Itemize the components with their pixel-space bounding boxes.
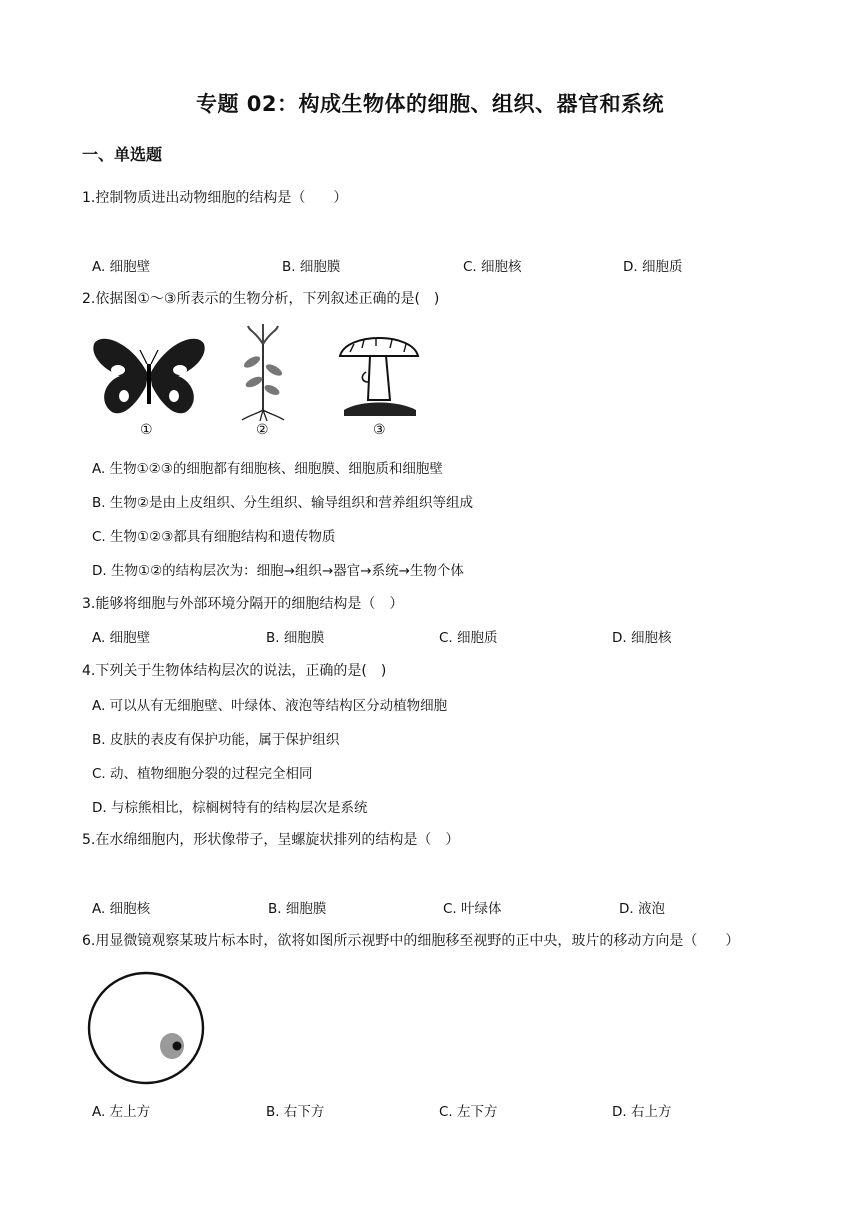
question-4-stem: 4.下列关于生物体结构层次的说法，正确的是( ) <box>82 663 387 679</box>
q4-option-d[interactable]: D. 与棕熊相比，棕榈树特有的结构层次是系统 <box>92 800 368 816</box>
q3-option-c[interactable]: C. 细胞质 <box>439 630 498 646</box>
q2-option-a[interactable]: A. 生物①②③的细胞都有细胞核、细胞膜、细胞质和细胞壁 <box>92 461 443 477</box>
q1-option-d[interactable]: D. 细胞质 <box>623 259 683 275</box>
q4-option-b[interactable]: B. 皮肤的表皮有保护功能，属于保护组织 <box>92 732 340 748</box>
q5-option-a[interactable]: A. 细胞核 <box>92 901 151 917</box>
q3-option-a[interactable]: A. 细胞壁 <box>92 630 151 646</box>
q3-option-d[interactable]: D. 细胞核 <box>612 630 672 646</box>
caption-2: ② <box>256 422 269 438</box>
caption-1: ① <box>140 422 153 438</box>
butterfly-image <box>90 330 208 422</box>
q4-option-c[interactable]: C. 动、植物细胞分裂的过程完全相同 <box>92 766 313 782</box>
q5-option-d[interactable]: D. 液泡 <box>619 901 665 917</box>
q4-option-a[interactable]: A. 可以从有无细胞壁、叶绿体、液泡等结构区分动植物细胞 <box>92 698 448 714</box>
mushroom-image <box>336 326 422 422</box>
q1-option-c[interactable]: C. 细胞核 <box>463 259 522 275</box>
q6-option-c[interactable]: C. 左下方 <box>439 1104 498 1120</box>
q1-option-a[interactable]: A. 细胞壁 <box>92 259 151 275</box>
q2-option-c[interactable]: C. 生物①②③都具有细胞结构和遗传物质 <box>92 529 336 545</box>
section-heading: 一、单选题 <box>82 145 163 164</box>
q5-option-c[interactable]: C. 叶绿体 <box>443 901 502 917</box>
q2-option-d[interactable]: D. 生物①②的结构层次为：细胞→组织→器官→系统→生物个体 <box>92 563 464 579</box>
question-6-stem: 6.用显微镜观察某玻片标本时，欲将如图所示视野中的细胞移至视野的正中央，玻片的移动方向是（ ） <box>82 933 740 949</box>
plant-image <box>232 322 294 422</box>
microscope-field-image <box>86 970 206 1086</box>
q2-option-b[interactable]: B. 生物②是由上皮组织、分生组织、输导组织和营养组织等组成 <box>92 495 473 511</box>
q6-option-a[interactable]: A. 左上方 <box>92 1104 151 1120</box>
question-3-stem: 3.能够将细胞与外部环境分隔开的细胞结构是（ ） <box>82 596 404 612</box>
q6-option-b[interactable]: B. 右下方 <box>266 1104 325 1120</box>
page-title: 专题 02：构成生物体的细胞、组织、器官和系统 <box>195 92 665 116</box>
question-1-stem: 1.控制物质进出动物细胞的结构是（ ） <box>82 190 348 206</box>
question-5-stem: 5.在水绵细胞内，形状像带子，呈螺旋状排列的结构是（ ） <box>82 832 460 848</box>
q5-option-b[interactable]: B. 细胞膜 <box>268 901 327 917</box>
q1-option-b[interactable]: B. 细胞膜 <box>282 259 341 275</box>
q3-option-b[interactable]: B. 细胞膜 <box>266 630 325 646</box>
caption-3: ③ <box>373 422 386 438</box>
q6-option-d[interactable]: D. 右上方 <box>612 1104 672 1120</box>
question-2-stem: 2.依据图①～③所表示的生物分析，下列叙述正确的是( ) <box>82 291 440 307</box>
